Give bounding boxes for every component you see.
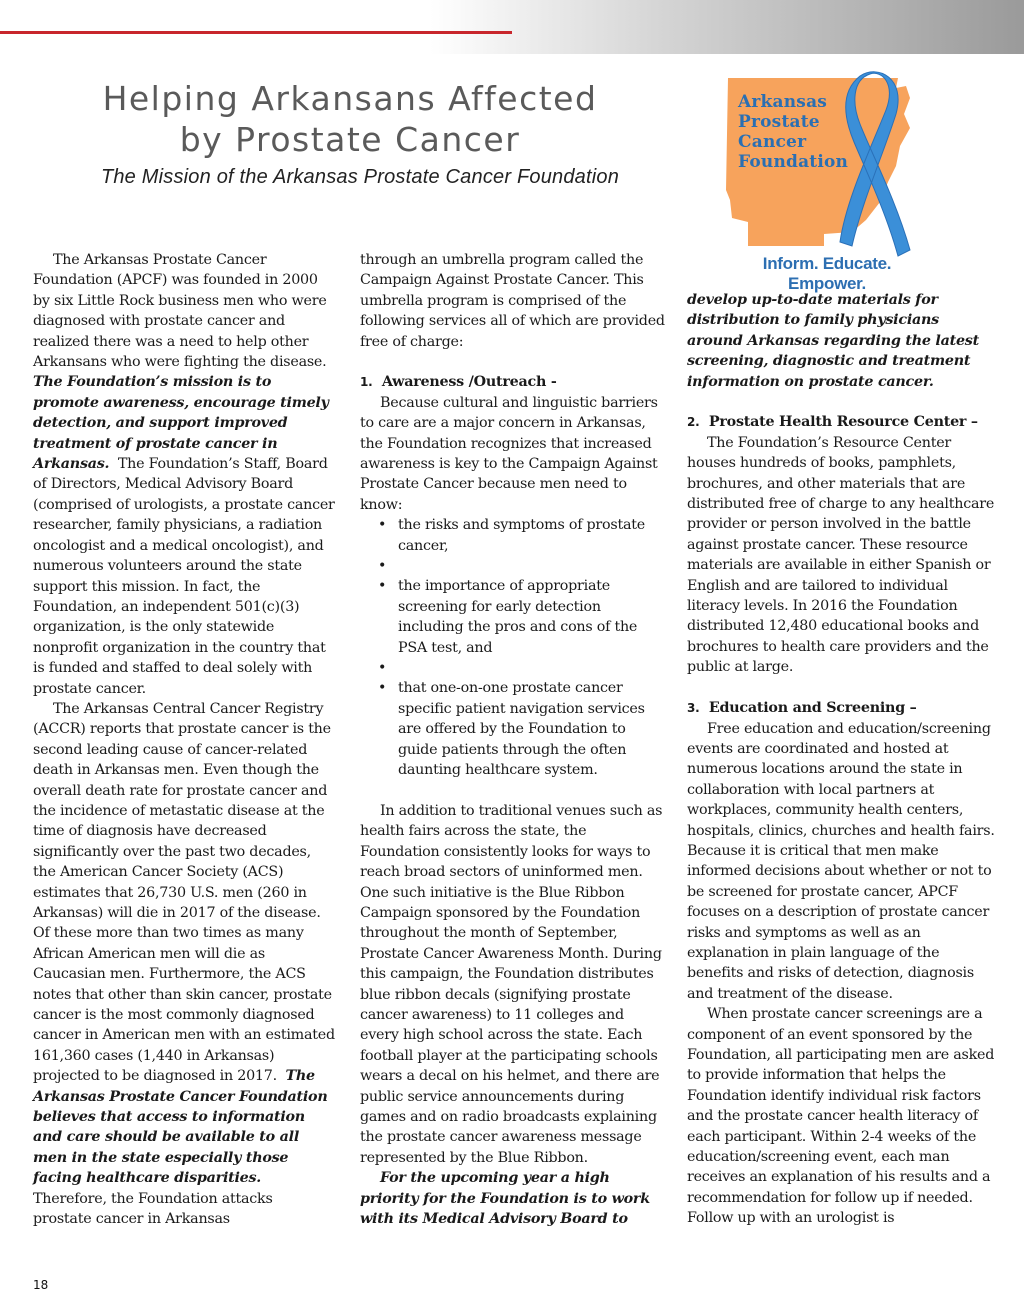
logo-line-2: Prostate xyxy=(738,112,820,132)
paragraph xyxy=(33,250,335,699)
list-item: • the risks and symptoms of prostate cancer, xyxy=(378,515,665,556)
section-heading-education xyxy=(687,698,997,718)
paragraph: through an umbrella program called the Campaign Against Prostate Cancer. This umbrella program is comprised of the following services all of which are provided free of charge: xyxy=(360,252,665,350)
page-title-line-1: Helping Arkansans Affected xyxy=(102,79,598,118)
page-title xyxy=(40,78,660,160)
section-title: Awareness /Outreach - xyxy=(381,374,557,391)
priority-statement-continued: develop up-to-date materials for distribution to family physicians around Arkansas regarding the latest screening, diagnostic and treatment information on prostate cancer. xyxy=(687,292,979,390)
section-number: 1. xyxy=(360,375,373,390)
paragraph-text: Therefore, the Foundation attacks prostate cancer in Arkansas xyxy=(33,1190,273,1228)
paragraph: When prostate cancer screenings are a component of an event sponsored by the Foundation, all participating men are asked to provide information that helps the Foundation identify individual risk factors and the prostate cancer health literacy of each participant. Within 2-4 weeks of the education/screening event, each man receives an explanation of his results and a recommendation for follow up if needed. Follow up with an urologist is xyxy=(687,1006,995,1227)
paragraph: Because cultural and linguistic barriers to care are a major concern in Arkansas, the Foundation recognizes that increased awareness is key to the Campaign Against Prostate Cancer because men need to know: xyxy=(360,394,658,513)
logo-line-4: Foundation xyxy=(738,152,849,172)
mission-statement: The Foundation’s mission is to promote awareness, encourage timely detection, and support improved treatment of prostate cancer in Arkansas. xyxy=(33,374,329,473)
belief-statement: The Arkansas Prostate Cancer Foundation believes that access to information and care should be available to all men in the state especially those facing healthcare disparities. xyxy=(33,1068,328,1187)
section-heading-resource-center xyxy=(687,412,997,432)
section-heading-awareness xyxy=(360,372,665,392)
paragraph-text: The Foundation’s Staff, Board of Directors, Medical Advisory Board (comprised of urologists, a prostate cancer researcher, family physicians, a radiation oncologist and a medical oncologist), and numerous volunteers around the state support this mission. In fact, the Foundation, an independent 501(c)(3) organization, is the only statewide nonprofit organization in the country that is funded and staffed to deal solely with prostate cancer. xyxy=(33,456,335,697)
logo-line-3: Cancer xyxy=(738,132,807,152)
paragraph: Free education and education/screening events are coordinated and hosted at numerous locations around the state in collaboration with local partners at workplaces, community health centers, hospitals, clinics, churches and health fairs. Because it is critical that men make informed decisions about whether or not to be screened for prostate cancer, APCF focuses on a description of prostate cancer risks and symptoms as well as an explanation in plain language of the benefits and risks of detection, diagnosis and treatment of the disease. xyxy=(687,720,995,1002)
logo-tagline: Inform. Educate. Empower. xyxy=(762,254,892,293)
paragraph: In addition to traditional venues such as health fairs across the state, the Foundation consistently looks for ways to reach broad sectors of uninformed men. One such initiative is the Blue Ribbon Campaign sponsored by the Foundation throughout the month of September, Prostate Cancer Awareness Month. During this campaign, the Foundation distributes blue ribbon decals (signifying prostate cancer awareness) to 11 colleges and every high school across the state. Each football player at the participating schools wears a decal on his helmet, and there are public service announcements during games and on radio broadcasts explaining the prostate cancer awareness message represented by the Blue Ribbon. xyxy=(360,802,663,1166)
header-red-rule xyxy=(0,31,512,34)
paragraph-text: The Arkansas Prostate Cancer Foundation (APCF) was founded in 2000 by six Little Rock business men who were diagnosed with prostate cancer and realized there was a need to help other Arkansans who were fighting the disease. xyxy=(33,252,327,371)
section-number: 3. xyxy=(687,701,700,716)
section-number: 2. xyxy=(687,415,700,430)
page-subtitle: The Mission of the Arkansas Prostate Cancer Foundation xyxy=(100,166,620,188)
article-column-1 xyxy=(33,250,335,1230)
logo-wordmark xyxy=(738,92,848,172)
list-item: • that one-on-one prostate cancer specific patient navigation services are offered by the Foundation to guide patients through the often daunting healthcare system. xyxy=(378,678,665,780)
priority-statement: For the upcoming year a high priority for the Foundation is to work with its Medical Advisory Board to xyxy=(360,1170,650,1228)
paragraph xyxy=(33,699,335,1230)
bullet-list xyxy=(378,515,665,780)
paragraph-text: The Arkansas Central Cancer Registry (ACCR) reports that prostate cancer is the second leading cause of cancer-related death in Arkansas men. Even though the overall death rate for prostate cancer and the incidence of metastatic disease at the time of diagnosis have decreased significantly over the past two decades, the American Cancer Society (ACS) estimates that 26,730 U.S. men (260 in Arkansas) will die in 2017 of the disease. Of these more than two times as many African American men will die as Caucasian men. Furthermore, the ACS notes that other than skin cancer, prostate cancer is the most commonly diagnosed cancer in American men with an estimated 161,360 cases (1,440 in Arkansas) projected to be diagnosed in 2017. xyxy=(33,700,335,1085)
article-column-3 xyxy=(687,290,997,1229)
list-item: • the importance of appropriate screening for early detection including the pros and cons of the PSA test, and xyxy=(378,576,665,658)
paragraph: The Foundation’s Resource Center houses hundreds of books, pamphlets, brochures, and other materials that are distributed free of charge to any healthcare provider or person involved in the battle against prostate cancer. These resource materials are available in either Spanish or English and are tailored to individual literacy levels. In 2016 the Foundation distributed 12,480 educational books and brochures to health care providers and the public at large. xyxy=(687,434,995,676)
logo-line-1: Arkansas xyxy=(738,92,828,112)
section-title: Prostate Health Resource Center – xyxy=(708,414,978,431)
section-title: Education and Screening – xyxy=(708,700,917,717)
page-title-line-2: by Prostate Cancer xyxy=(179,120,521,159)
article-column-2 xyxy=(360,250,665,1229)
header-gradient-bar xyxy=(0,0,1024,54)
page-number: 18 xyxy=(33,1278,49,1292)
